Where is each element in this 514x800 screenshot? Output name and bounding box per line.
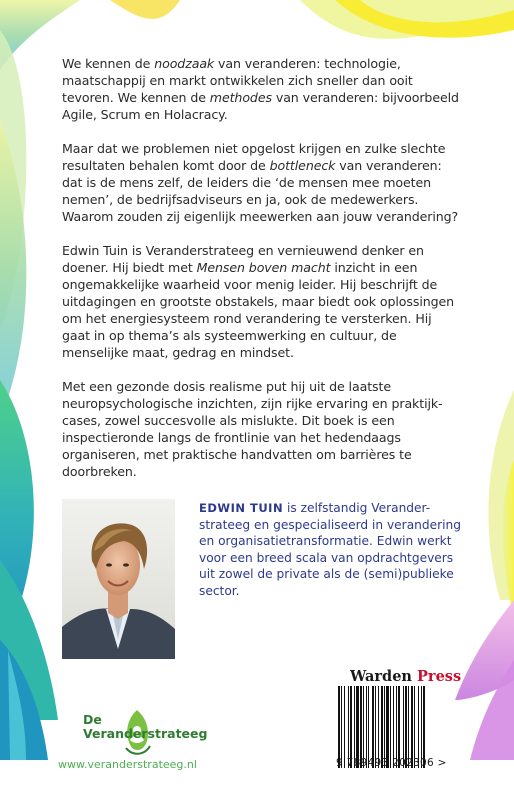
barcode-bar [344,686,345,768]
text-run: We kennen de [62,56,155,71]
publisher-name-part2: Press [417,668,462,685]
logo-line-1: De [83,712,102,727]
isbn-digits: 9 789493 202306 [336,757,435,769]
isbn-barcode [336,686,456,768]
barcode-bar [375,686,376,768]
text-run: Edwin Tuin is Veranderstrateeg en vernieuwend denker en doener. Hij biedt met [62,243,424,275]
barcode-bar [354,686,355,768]
logo-line-2: Veranderstrateeg [83,726,208,741]
barcode-bar [363,686,364,768]
barcode-bar [411,686,413,768]
text-run: Met een gezonde dosis realisme put hij uit de laatste neuropsychologische inzichten, zijn rijke ervaring en praktijk-cases, zowel succesvolle als mislukte. Dit boek is een inspectieronde langs de frontlinie van het hedendaags organiseren, met praktische handvatten om barrières te doorbreken. [62,379,443,479]
author-bio [199,500,461,600]
italic-run: methodes [209,90,272,105]
text-run: Maar dat we problemen niet opgelost krijgen en zulke slechte resultaten behalen komt door de [62,141,446,173]
italic-run: noodzaak [154,56,215,71]
logo-text [83,713,207,741]
barcode-bar [384,686,385,768]
barcode-bar [390,686,391,768]
barcode-bar [381,686,383,768]
isbn-suffix: > [437,757,447,769]
text-run: van veranderen: technologie, maatschappij en markt ontwikkelen zich sneller dan ooit tevoren. We kennen de [62,56,413,105]
blurb-text [62,55,462,497]
barcode-bar [414,686,415,768]
author-bio-text: is zelfstandig Verander-strateeg en gespecialiseerd in verandering en organisatietransformatie. Edwin werkt voor een breed scala van opdrachtgevers uit zowel de private als de (semi)publieke sector. [199,501,461,598]
text-run: van veranderen: bijvoorbeeld Agile, Scrum en Holacracy. [62,90,459,122]
blurb-paragraph-4 [62,378,462,480]
barcode-bar [348,686,349,768]
barcode-bar [356,686,359,768]
author-name: EDWIN TUIN [199,501,284,515]
barcode-bar [421,686,422,768]
barcode-bar [368,686,369,768]
barcode-bar [405,686,407,768]
website-url: www.veranderstrateeg.nl [58,758,197,771]
publisher-logo [350,668,461,685]
barcode-bar [350,686,352,768]
blurb-paragraph-2 [62,140,462,225]
barcode-bar [341,686,342,768]
blurb-paragraph-3 [62,242,462,361]
barcode-bar [396,686,397,768]
text-run: van veranderen: dat is de mens zelf, de leiders die ‘de mensen mee moeten nemen’, de bedrijfsadviseurs en ja, ook de medewerkers. Waarom zouden zij eigenlijk meewerken aan jouw verandering? [62,158,459,224]
barcode-bar [403,686,404,768]
barcode-bar [338,686,340,768]
blurb-paragraph-1 [62,55,462,123]
isbn-number [336,757,466,769]
barcode-bar [423,686,425,768]
barcode-bar [418,686,419,768]
text-run: inzicht in een ongemakkelijke waarheid voor menig leider. Hij beschrijft de uitdagingen en grootste obstakels, maar biedt ook oplossingen om het energiesysteem rond verandering te versterken. Hij gaat in op thema’s als systeemwerking en cultuur, de menselijke maat, gedrag en mindset. [62,260,455,360]
barcode-bar [366,686,367,768]
barcode-bar [408,686,409,768]
barcode-bar [372,686,374,768]
barcode-bar [360,686,362,768]
publisher-name-part1: Warden [350,668,412,685]
author-photo [62,499,175,659]
italic-run: Mensen boven macht [196,260,331,275]
italic-run: bottleneck [269,158,336,173]
barcode-bar [398,686,400,768]
barcode-bar [386,686,389,768]
barcode-bar [378,686,379,768]
barcode-bar [393,686,394,768]
